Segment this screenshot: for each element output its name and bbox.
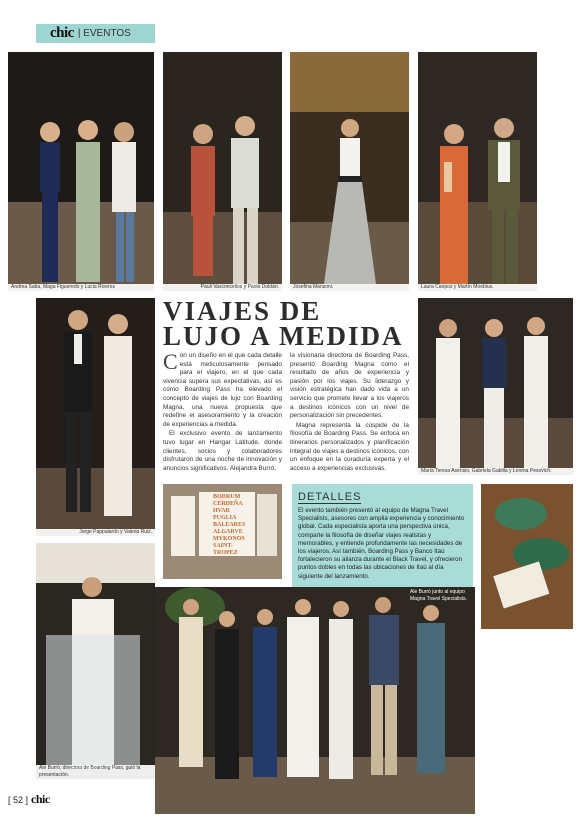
title-line-1: VIAJES DE	[163, 296, 322, 326]
drop-cap: C	[163, 349, 178, 374]
photo-illustration	[481, 484, 573, 629]
photo-josefina	[290, 52, 409, 291]
photo-team	[155, 587, 475, 814]
photo-illustration	[155, 587, 475, 814]
photo-caption: Andrea Saba, Maga Figueredo y Lucia Riveros	[8, 284, 154, 291]
photo-laura-martin	[418, 52, 537, 291]
photo-caption: Pauli Vasconcellos y Paolo Doldán.	[163, 284, 282, 291]
detalles-title: DETALLES	[298, 491, 362, 503]
brochure-text: BODRUM CERDEÑA HVAR PUGLIA BALEARES ALGARVE MYKONOS SAINT-TROPEZ	[213, 494, 246, 556]
photo-illustration	[418, 298, 573, 475]
photo-illustration	[36, 543, 155, 779]
paragraph: la visionaria directora de Boarding Pass, presentó Boarding Magna como el resultado de años de experiencia y pasión por los viajes. Su liderazgo y visión estratégica han dado vida a un servicio que promete llevar a los viajeros a destinos icónicos con un nivel de personalización sin precedentes.	[290, 352, 409, 420]
page-number: [ 52 ]	[8, 794, 29, 805]
photo-pauli-paolo	[163, 52, 282, 291]
photo-illustration	[290, 52, 409, 291]
paragraph: El exclusivo evento de lanzamiento tuvo lugar en Hangar Latitude, donde clientes, socios y colaboradores disfrutaron de una noche de innovación y anuncios significativos. Alejandra Burró,	[163, 430, 282, 472]
section-header	[36, 24, 155, 43]
photo-andrea-maga-lucia	[8, 52, 154, 291]
photo-illustration	[8, 52, 154, 291]
section-label: | EVENTOS	[77, 28, 131, 39]
footer-brand: chic	[31, 792, 50, 806]
photo-illustration	[418, 52, 537, 291]
brand-logo: chic	[50, 25, 74, 41]
photo-caption: María Teresa Asensio, Gabriela Gabilla y Lorena Pesovich.	[418, 468, 573, 475]
article-column-1: Con un diseño en el que cada detalle está meticulosamente pensado para el viajero, en el que cada vivencia supera sus expectativas, así es como Boarding Pass ha elevado el concepto de viajes de lujo con Boarding Magna, una nueva propuesta que redefine el asesoramiento y la creación de experiencias a medida. El exclusivo evento de lanzamiento tuvo lugar en Hangar Latitude, donde clientes, socios y colaboradores disfrutaron de una noche de innovación y anuncios significativos. Alejandra Burró,	[163, 349, 282, 472]
photo-ale-burro	[36, 543, 155, 779]
title-line-2: LUJO A MEDIDA	[163, 321, 404, 351]
detalles-text: El evento también presentó al equipo de Magna Travel Specialists, asesores con amplia experiencia y conocimiento global. Cada especialista aporta una perspectiva única, comparte la filosofía de diseñar viajes realistas y memorables, y entiende profundamente las necesidades de los viajeros. Así también, Boarding Pass y Banco Itaú fortalecieron su alianza durante el Black Travel, y ofrecieron puntos dobles en todas las ubicaciones de Itaú al día siguiente del lanzamiento.	[298, 507, 465, 580]
article-column-2	[290, 352, 409, 474]
photo-jorge-valeria	[36, 298, 155, 536]
photo-brochure	[163, 484, 282, 579]
team-caption: Ale Burró junto al equipo Magna Travel Specialists.	[410, 589, 467, 602]
photo-illustration	[36, 298, 155, 536]
photo-gift-boxes	[481, 484, 573, 629]
paragraph: Magna representa la cúspide de la filosofía de Boarding Pass. Se enfoca en itinerarios personalizados y planificación integral de viajes a destinos icónicos, con un enfoque en la curaduría experta y el acceso a experiencias exclusivas.	[290, 421, 409, 472]
photo-caption: Jorge Pappalardo y Valeria Ruiz.	[36, 529, 155, 536]
photo-illustration	[163, 52, 282, 291]
photo-maria-gabriela-lorena	[418, 298, 573, 475]
page-footer	[8, 792, 50, 807]
photo-caption: Josefina Manzoni.	[290, 284, 409, 291]
photo-caption: Ale Burró, directora de Boarding Pass, guió la presentación.	[36, 765, 155, 779]
article-title	[163, 296, 418, 351]
photo-caption: Laura Canpos y Martín Moebius.	[418, 284, 537, 291]
